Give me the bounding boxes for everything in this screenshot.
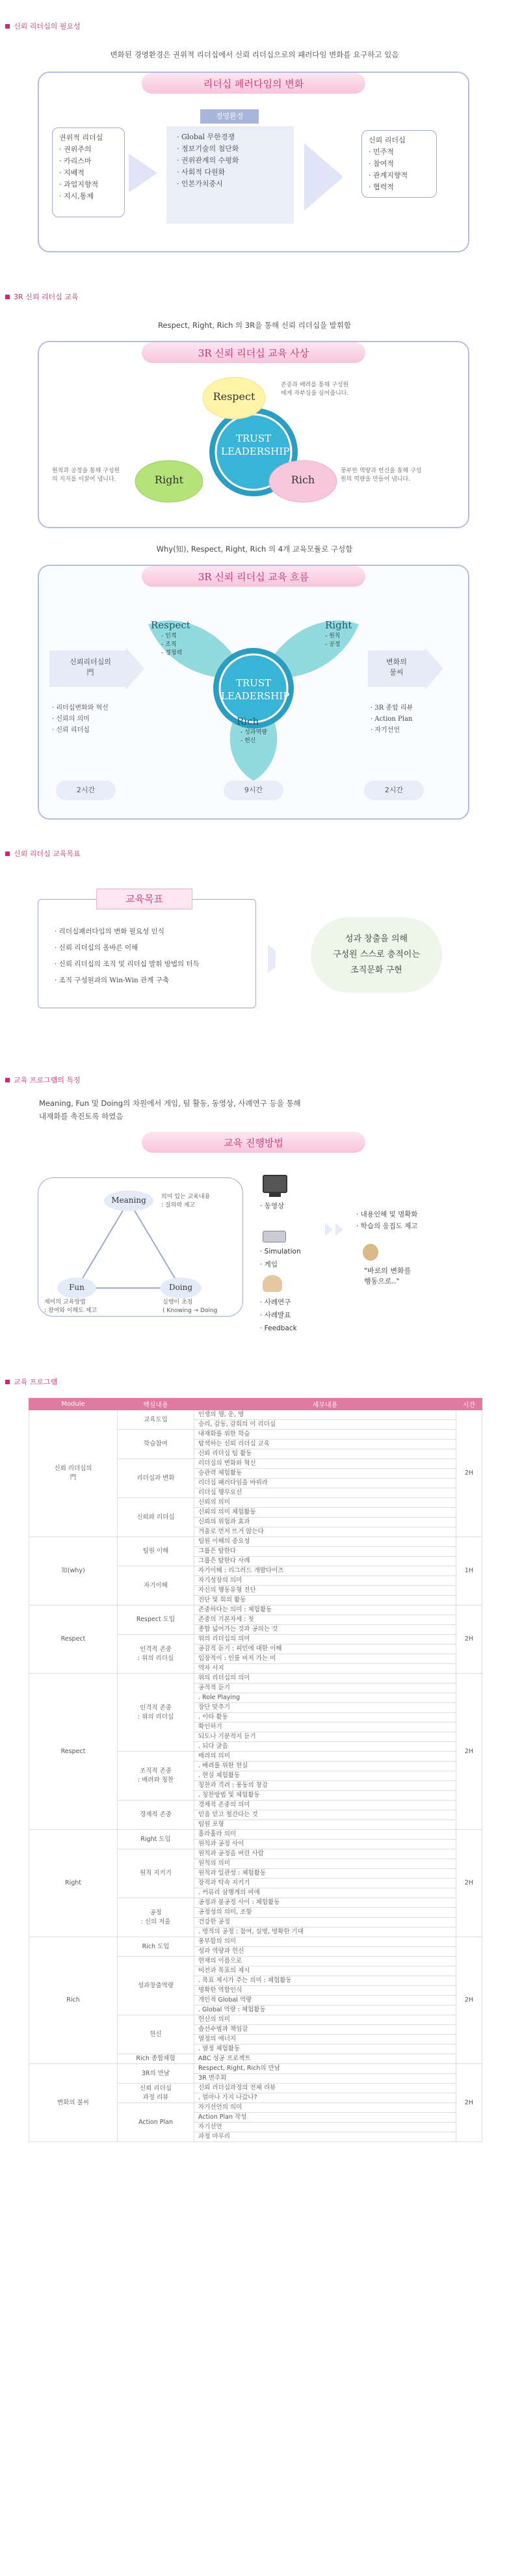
detail-cell: 입장적이 : 인를 비저 가는 비 [194, 1654, 456, 1664]
detail-cell: 명확한 역할인식 [194, 1986, 456, 1996]
core-cell: Right 도입 [118, 1830, 194, 1849]
detail-cell: . 얼마나 가지 나갔나? [194, 2093, 456, 2103]
module-cell: 신뢰 리더십의 門 [29, 1410, 118, 1537]
core-cell: 조직적 존중 : 배려와 칭찬 [118, 1752, 194, 1801]
3r-caption: Respect, Right, Rich 의 3R을 통해 신뢰 리더십을 발휘함 [157, 321, 352, 330]
core-cell: 팀원 이해 [118, 1537, 194, 1566]
left-item: · 권위주의 [59, 145, 92, 154]
detail-cell: . 목표 제시가 주는 의미 : 체험활동 [194, 1976, 456, 1986]
detail-cell: . Global 역량 : 체험활동 [194, 2006, 456, 2015]
right-item: · 관계지향적 [369, 171, 408, 180]
core-cell: 학습참여 [118, 1430, 194, 1459]
core-cell: 신뢰 리더십 과정 리뷰 [118, 2084, 194, 2103]
method-cases: · 사례연구 · 사례발표 · Feedback [260, 1298, 297, 1332]
module-cell: Respect [29, 1674, 118, 1830]
detail-cell: 존중하다는 의미 : 체험활동 [194, 1605, 456, 1615]
detail-cell: . Role Playing [194, 1693, 456, 1703]
section-title-need: 신뢰 리더십의 필요성 [5, 21, 81, 31]
method-video: · 동영상 [260, 1202, 285, 1210]
detail-cell: 칭찬과 격려 : 풍동의 창감 [194, 1781, 456, 1791]
trust-leadership-label: TRUST LEADERSHIP [221, 677, 290, 702]
detail-cell: . 열정 체험활동 [194, 2045, 456, 2054]
table-row [29, 1674, 482, 1684]
detail-cell: 신뢰의 의미 체험활동 [194, 1508, 456, 1518]
detail-cell: 겨울로 먼저 뜨거 않는다 [194, 1527, 456, 1537]
left-item: 권위적 리더십 [59, 133, 103, 142]
time-cell: 2H [456, 1830, 482, 1937]
authoritative-leadership-box [52, 127, 125, 217]
rich-flow-label: Rich [237, 716, 259, 727]
detail-cell: . 커뮤리 삼행계의 비애 [194, 1888, 456, 1898]
arrow-icon [129, 154, 157, 193]
core-cell: 리더십과 변화 [118, 1459, 194, 1498]
respect-flow-label: Respect [151, 619, 190, 631]
hours-left: 2시간 [56, 781, 116, 800]
table-row [29, 1605, 482, 1615]
detail-cell: 건강한 공정 [194, 1918, 456, 1927]
time-cell: 2H [456, 1605, 482, 1674]
detail-cell: 자기선언 [194, 2123, 456, 2132]
goal-banner: 교육목표 [96, 889, 192, 909]
trust-leadership-box [361, 130, 437, 198]
module-cell: Respect [29, 1605, 118, 1674]
detail-cell: ABC 성공 프로젝트 [194, 2054, 456, 2064]
table-row [29, 1937, 482, 1947]
detail-cell: 원칙과 공정 사이 [194, 1840, 456, 1849]
right-flow-list: - 원칙 - 공정 [325, 633, 341, 648]
core-cell: 경제적 존중 [118, 1801, 194, 1830]
detail-cell: 장단 맞추기 [194, 1703, 456, 1713]
module-cell: 知(why) [29, 1537, 118, 1605]
chevron-right-icon [335, 1223, 343, 1236]
header-detail: 세부내용 [194, 1399, 456, 1410]
header-module: Module [29, 1399, 118, 1410]
env-item: · 권위관계의 수평화 [177, 156, 239, 165]
detail-cell: 공적적 듣기 [194, 1684, 456, 1693]
core-cell: 자기이해 [118, 1566, 194, 1605]
doing-label: Doing [168, 1283, 193, 1292]
right-item: · 협력적 [369, 183, 394, 191]
core-cell: Rich 종합체험 [118, 2054, 194, 2064]
right-flow-title: 변화의 물씨 [386, 658, 407, 677]
table-row [29, 1537, 482, 1547]
detail-cell: 탐색하는 신뢰 리더십 교육 [194, 1440, 456, 1449]
detail-cell: 현재의 이름으로 [194, 1957, 456, 1966]
header-time: 시간 [456, 1399, 482, 1410]
left-flow-title: 신뢰리더십의 門 [70, 658, 111, 677]
detail-cell: 팀원 이해의 중요성 [194, 1537, 456, 1547]
left-flow-list: · 리더십변화와 혁신 · 신뢰의 의미 · 신뢰 리더십 [52, 704, 109, 734]
detail-cell: 배려의 의미 [194, 1752, 456, 1762]
detail-cell: 인생의 행, 운, 명 [194, 1410, 456, 1420]
detail-cell: 위의 리더십의 의미 [194, 1635, 456, 1644]
core-cell: Action Plan [118, 2103, 194, 2142]
feature-caption: Meaning, Fun 및 Doing의 차원에서 게임, 팀 활동, 동영상, 사례연구 등을 통해 내재화를 촉진토록 하였음 [39, 1099, 301, 1121]
time-cell: 2H [456, 1674, 482, 1830]
rich-desc: 풍부한 역량과 헌신을 통해 구성원의 역량을 만들어 냅니다. [341, 468, 422, 483]
respect-flow-list: - 인격 - 조직 - 경청력 [161, 633, 183, 656]
detail-cell: 공정성의 의미, 조항 [194, 1908, 456, 1918]
respect-desc: 존중과 배려를 통해 구성원에게 자부심을 심어줍니다. [281, 382, 349, 397]
meaning-label: Meaning [111, 1196, 146, 1205]
right-flow-label: Right [325, 619, 352, 631]
core-cell: 3R의 만남 [118, 2064, 194, 2084]
env-list [166, 126, 294, 224]
env-item: · 정보기술의 첨단화 [177, 144, 239, 153]
table-row [29, 1410, 482, 1420]
respect-label: Respect [213, 390, 255, 403]
detail-cell: 공정과 불공정 사이 : 체험활동 [194, 1898, 456, 1908]
arrow-icon [425, 648, 443, 690]
hours-center: 9시간 [224, 781, 283, 800]
detail-cell: 종합 넓어가는 것과 공의는 것 [194, 1625, 456, 1635]
detail-cell: 리더십 행무요선 [194, 1488, 456, 1498]
core-cell: Rich 도입 [118, 1937, 194, 1957]
detail-cell: 개인적 Global 역량 [194, 1996, 456, 2006]
detail-cell: 자신의 행동유형 진단 [194, 1586, 456, 1596]
core-cell: 인격적 존중 : 위의 리더십 [118, 1674, 194, 1752]
rich-label: Rich [291, 474, 315, 486]
detail-cell: 그룹은 탐한다 사례 [194, 1557, 456, 1566]
time-cell: 2H [456, 2064, 482, 2142]
detail-cell: 공감적 듣기 : 피민에 대한 이해 [194, 1644, 456, 1654]
section-title-goal: 신뢰 리더십 교육목표 [5, 848, 81, 859]
detail-cell: 장적과 탁속 지키기 [194, 1879, 456, 1888]
header-core: 핵심내용 [118, 1399, 194, 1410]
detail-cell: 신뢰 리더십 팀 활동 [194, 1449, 456, 1459]
doing-desc: 실행이 초점 ( Knowing → Doing [163, 1299, 218, 1314]
section-title-3r: 3R 신뢰 리더십 교육 [5, 291, 79, 302]
program-table [29, 1398, 482, 2142]
need-banner: 리더십 페러다임의 변화 [142, 73, 365, 94]
method-banner: 교육 진행방법 [142, 1132, 365, 1153]
env-item: · Global 무한경쟁 [177, 133, 235, 141]
env-item: · 인본가치중시 [177, 180, 223, 188]
simulation-icon [263, 1231, 286, 1242]
need-caption: 변화된 경영환경은 권위적 리더십에서 신뢰 리더십으로의 패러다임 변화를 요구하고 있음 [110, 50, 399, 59]
core-cell: 원칙 지키기 [118, 1849, 194, 1898]
right-desc: 원칙과 공정을 통해 구성원의 지지를 이끌어 냅니다. [52, 468, 120, 483]
core-cell: 신뢰와 리더십 [118, 1498, 194, 1537]
right-item: · 민주적 [369, 148, 394, 156]
detail-cell: 위의 리더십의 의미 [194, 1674, 456, 1684]
detail-cell: . 현실 체험활동 [194, 1771, 456, 1781]
right-item: · 참여적 [369, 159, 394, 168]
detail-cell: 비전과 목표의 제시 [194, 1966, 456, 1976]
detail-cell: 그룹은 탐한다 [194, 1547, 456, 1557]
detail-cell: . 배려를 위한 현실 [194, 1762, 456, 1771]
person-icon [363, 1244, 378, 1261]
fun-label: Fun [69, 1283, 85, 1292]
core-cell: Respect 도입 [118, 1605, 194, 1635]
time-cell: 1H [456, 1537, 482, 1605]
detail-cell: 신뢰의 위험과 효과 [194, 1518, 456, 1527]
detail-cell: Respect, Right, Rich의 만남 [194, 2064, 456, 2074]
left-item: · 지배적 [59, 168, 85, 177]
detail-cell: 승리, 감동, 감회의 이 리더십 [194, 1420, 456, 1430]
3r-banner: 3R 신뢰 리더십 교육 사상 [142, 342, 365, 363]
section-title-program: 교육 프로그램 [5, 1376, 57, 1387]
detail-cell: 과정 마무리 [194, 2132, 456, 2142]
detail-cell: 확인하기 [194, 1723, 456, 1732]
quote: "바로의 변화를 행동으로.." [364, 1267, 411, 1285]
core-cell: 교육도입 [118, 1410, 194, 1430]
method-simulation: · Simulation [260, 1248, 301, 1255]
detail-cell: 3R 면주회 [194, 2074, 456, 2084]
detail-cell: 자기선언의 의미 [194, 2103, 456, 2113]
left-item: · 카리스마 [59, 157, 92, 165]
detail-cell: 풍부함의 의미 [194, 1937, 456, 1947]
detail-cell: 자기이해 : 리그러드 개발다이즈 [194, 1566, 456, 1576]
arrow-icon [304, 143, 343, 211]
flow-banner: 3R 신뢰 리더십 교육 흐름 [142, 566, 365, 587]
time-cell: 2H [456, 1410, 482, 1537]
goal-list: · 리더십패러다임의 변화 필요성 인식 · 신뢰 리더십의 올바른 이해 · 신뢰 리더십의 조직 및 리더십 발휘 방법의 터득 · 조직 구성원과의 Win-Win 관계 구축 [55, 928, 200, 984]
method-game: · 게임 [260, 1261, 278, 1268]
detail-cell: 리더십의 변화와 혁신 [194, 1459, 456, 1469]
trust-leadership-label: TRUST LEADERSHIP [221, 433, 290, 457]
detail-cell: 원칙의 의미 [194, 1859, 456, 1869]
rich-flow-list: - 성과역량 - 헌신 [241, 729, 267, 744]
module-cell: 변화의 불씨 [29, 2064, 118, 2142]
people-icon [263, 1275, 282, 1292]
env-item: · 사회적 다원화 [177, 168, 226, 176]
detail-cell: . 되다 글음 [194, 1742, 456, 1752]
detail-cell: . 이타 활동 [194, 1713, 456, 1723]
detail-cell: 믿음 믿고 철간다는 것 [194, 1810, 456, 1820]
detail-cell: 되도나 기분적지 듣기 [194, 1732, 456, 1742]
detail-cell: 내재화를 위한 학습 [194, 1430, 456, 1440]
module-cell: Right [29, 1830, 118, 1937]
goal-result: 성과 창출을 의해 구성원 스스로 충적이는 조직문화 구현 [311, 917, 442, 993]
detail-cell: 자기성장의 의미 [194, 1576, 456, 1586]
core-cell: 공정 : 신의 저울 [118, 1898, 194, 1937]
detail-cell: 경제적 존중의 의미 [194, 1801, 456, 1810]
time-cell: 2H [456, 1937, 482, 2064]
table-row [29, 1830, 482, 1840]
method-outcome: · 내용인해 및 명확화 · 학습의 응집도 제고 [356, 1211, 418, 1230]
module-cell: Rich [29, 1937, 118, 2064]
detail-cell: . 칭찬방법 및 체험활동 [194, 1791, 456, 1801]
detail-cell: 승관력 체험활동 [194, 1469, 456, 1479]
table-row [29, 2064, 482, 2074]
detail-cell: 신뢰 리더십과정의 전체 리뷰 [194, 2084, 456, 2093]
detail-cell: 팀원 포형 [194, 1820, 456, 1830]
detail-cell: 리더십 패러다임을 바꿔라 [194, 1479, 456, 1488]
meaning-desc: 의미 있는 교육내용 : 질의력 제고 [161, 1194, 211, 1209]
detail-cell: 홀라훌라 의미 [194, 1830, 456, 1840]
detail-cell: 신뢰의 의미 [194, 1498, 456, 1508]
detail-cell: Action Plan 작성 [194, 2113, 456, 2123]
right-item: 신뢰 리더십 [369, 136, 406, 144]
detail-cell: 성과 역량과 헌신 [194, 1947, 456, 1957]
3r-caption2: Why(知), Respect, Right, Rich 의 4개 교육모듈로 구성함 [156, 544, 353, 554]
chevron-right-icon [325, 1223, 333, 1236]
fun-desc: 재미의 교육방법 : 참여와 이해도 제고 [44, 1299, 98, 1314]
core-cell: 인격적 존중 : 위의 리더십 [118, 1635, 194, 1674]
detail-cell: 진단 및 회의 활동 [194, 1596, 456, 1605]
detail-cell: 헌신의 의미 [194, 2015, 456, 2025]
detail-cell: 원칙과 일관성 : 체험활동 [194, 1869, 456, 1879]
left-item: · 지시,통제 [59, 192, 94, 200]
core-cell: 성과창출역량 [118, 1957, 194, 2015]
detail-cell: 열정의 에너지 [194, 2035, 456, 2045]
detail-cell: 존중의 기본자세 : 첫 [194, 1615, 456, 1625]
right-label: Right [154, 474, 184, 486]
detail-cell: 역자 사지 [194, 1664, 456, 1674]
core-cell: 헌신 [118, 2015, 194, 2054]
detail-cell: . 명적의 공정 : 참여, 설명, 명확한 기대 [194, 1927, 456, 1937]
detail-cell: 솔선수범과 책임감 [194, 2025, 456, 2035]
monitor-icon [263, 1175, 287, 1193]
env-label: 경영환경 [200, 109, 259, 124]
table-header-row [29, 1399, 482, 1410]
section-title-feature: 교육 프로그램의 특징 [5, 1075, 81, 1085]
left-item: · 과업지향적 [59, 180, 99, 189]
detail-cell: 원칙과 공정을 버린 사람 [194, 1849, 456, 1859]
right-flow-list2: · 3R 종합 리뷰 · Action Plan · 자기선언 [371, 704, 413, 734]
hours-right: 2시간 [364, 781, 424, 800]
